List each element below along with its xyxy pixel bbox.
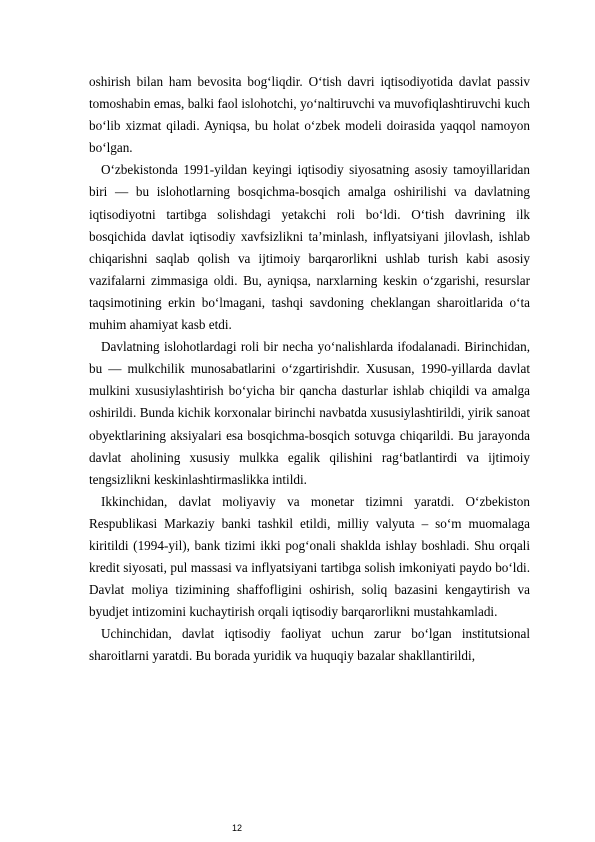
paragraph-monetary-system: Ikkinchidan, davlat moliyaviy va monetar tizimni yaratdi. O‘zbekiston Respublikasi Markaziy banki tashkil etildi, milliy valyuta – so‘m muomalaga kiritildi (1994-yil), bank tizimi ikki pog‘onali shaklda ishlay boshladi. Shu orqali kredit siyosati, pul massasi va inflyatsiyani tartibga solish imkoniyati paydo bo‘ldi. Davlat moliya tizimining shaffofligini oshirish, soliq bazasini kengaytirish va byudjet intizomini kuchaytirish orqali iqtisodiy barqarorlikni mustahkamladi. (89, 493, 530, 620)
paragraph-state-role: Davlatning islohotlardagi roli bir necha yo‘nalishlarda ifodalanadi. Birinchidan, bu — mulkchilik munosabatlarini o‘zgartirishdir. Xususan, 1990-yillarda davlat mulkini xususiylashtirish bo‘yicha bir qancha dasturlar ishlab chiqildi va amalga oshirildi. Bunda kichik korxonalar birinchi navbatda xususiylashtirildi, yirik sanoat obyektlarining aksiyalari esa bosqichma-bosqich sotuvga chiqarildi. Bu jarayonda davlat aholining xususiy mulkka egalik qilishini rag‘batlantirdi va ijtimoiy tengsizlikni keskinlashtirmaslikka intildi. (89, 339, 530, 487)
paragraph-institutional: Uchinchidan, davlat iqtisodiy faoliyat uchun zarur bo‘lgan institutsional sharoitlarni yaratdi. Bu borada yuridik va huquqiy bazalar shakllantirildi, (89, 626, 530, 664)
paragraph-continuation: oshirish bilan ham bevosita bog‘liqdir. O‘tish davri iqtisodiyotida davlat passiv tomoshabin emas, balki faol islohotchi, yo‘naltiruvchi va muvofiqlashtiruvchi kuch bo‘lib xizmat qiladi. Ayniqsa, bu holat o‘zbek modeli doirasida yaqqol namoyon bo‘lgan. (89, 74, 530, 156)
body-text (89, 71, 530, 668)
paragraph-reform-principles: O‘zbekistonda 1991-yildan keyingi iqtisodiy siyosatning asosiy tamoyillaridan biri — bu islohotlarning bosqichma-bosqich amalga oshirilishi va davlatning iqtisodiyotni tartibga solishdagi yetakchi roli bo‘ldi. O‘tish davrining ilk bosqichida davlat iqtisodiy xavfsizlikni ta’minlash, inflyatsiyani jilovlash, ishlab chiqarishni saqlab qolish va ijtimoiy barqarorlikni ushlab turish kabi asosiy vazifalarni zimmasiga oldi. Bu, ayniqsa, narxlarning keskin o‘zgarishi, resurslar taqsimotining erkin bo‘lmagani, tashqi savdoning cheklangan sharoitlarida o‘ta muhim ahamiyat kasb etdi. (89, 162, 530, 333)
page-number: 12 (232, 823, 243, 833)
